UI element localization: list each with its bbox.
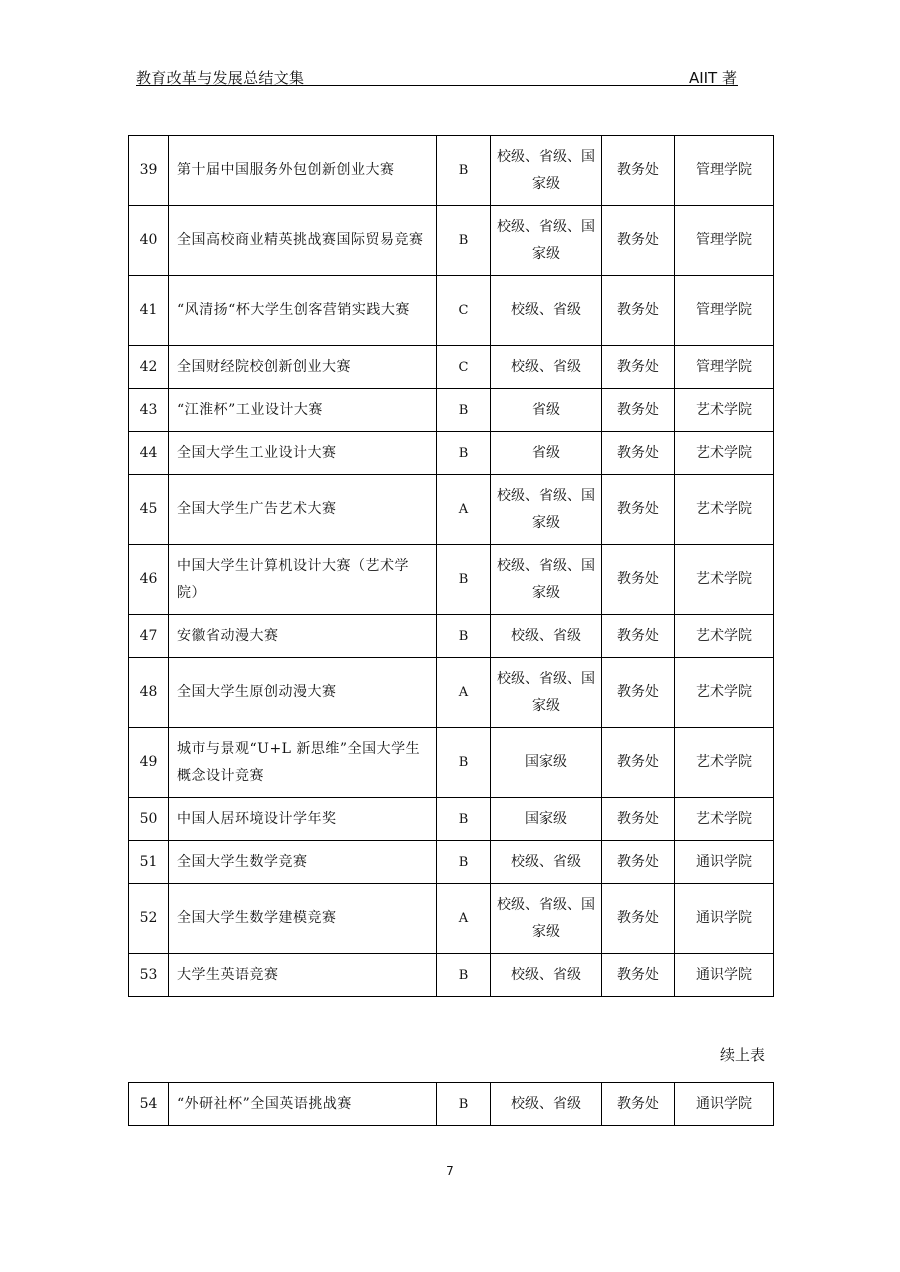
organizer-cell: 教务处 [602, 658, 675, 728]
table-row [129, 1083, 774, 1126]
organizer-cell: 教务处 [602, 475, 675, 545]
grade-cell: B [437, 389, 491, 432]
table-row [129, 432, 774, 475]
grade-cell: B [437, 615, 491, 658]
organizer-cell: 教务处 [602, 206, 675, 276]
table-row [129, 798, 774, 841]
organizer-cell: 教务处 [602, 545, 675, 615]
college-cell: 艺术学院 [675, 728, 774, 798]
grade-cell: B [437, 206, 491, 276]
grade-cell: B [437, 798, 491, 841]
competition-name-cell: 全国大学生原创动漫大赛 [169, 658, 437, 728]
grade-cell: B [437, 545, 491, 615]
organizer-cell: 教务处 [602, 389, 675, 432]
table-row [129, 475, 774, 545]
college-cell: 艺术学院 [675, 432, 774, 475]
college-cell: 艺术学院 [675, 615, 774, 658]
competition-table-body [129, 136, 774, 997]
grade-cell: B [437, 432, 491, 475]
table-row [129, 884, 774, 954]
college-cell: 通识学院 [675, 841, 774, 884]
row-number-cell: 54 [129, 1083, 169, 1126]
competition-name-cell: 中国大学生计算机设计大赛（艺术学院） [169, 545, 437, 615]
college-cell: 管理学院 [675, 206, 774, 276]
organizer-cell: 教务处 [602, 954, 675, 997]
grade-cell: A [437, 658, 491, 728]
row-number-cell: 47 [129, 615, 169, 658]
page-number: 7 [446, 1164, 454, 1178]
row-number-cell: 46 [129, 545, 169, 615]
level-cell: 校级、省级 [491, 276, 602, 346]
organizer-cell: 教务处 [602, 1083, 675, 1126]
organizer-cell: 教务处 [602, 884, 675, 954]
level-cell: 校级、省级 [491, 1083, 602, 1126]
college-cell: 通识学院 [675, 954, 774, 997]
competition-name-cell: “风清扬“杯大学生创客营销实践大赛 [169, 276, 437, 346]
level-cell: 校级、省级、国家级 [491, 475, 602, 545]
table-row [129, 615, 774, 658]
level-cell: 校级、省级、国家级 [491, 884, 602, 954]
grade-cell: C [437, 276, 491, 346]
table-row [129, 954, 774, 997]
continuation-label: 续上表 [719, 1046, 765, 1064]
row-number-cell: 49 [129, 728, 169, 798]
row-number-cell: 50 [129, 798, 169, 841]
level-cell: 国家级 [491, 798, 602, 841]
row-number-cell: 45 [129, 475, 169, 545]
row-number-cell: 39 [129, 136, 169, 206]
table-row [129, 545, 774, 615]
competition-name-cell: 安徽省动漫大赛 [169, 615, 437, 658]
organizer-cell: 教务处 [602, 841, 675, 884]
competition-table [128, 135, 774, 997]
competition-name-cell: “江淮杯”工业设计大赛 [169, 389, 437, 432]
college-cell: 管理学院 [675, 136, 774, 206]
level-cell: 校级、省级、国家级 [491, 136, 602, 206]
row-number-cell: 41 [129, 276, 169, 346]
competition-name-cell: 第十届中国服务外包创新创业大赛 [169, 136, 437, 206]
college-cell: 艺术学院 [675, 798, 774, 841]
competition-name-cell: 城市与景观“U+L 新思维”全国大学生概念设计竞赛 [169, 728, 437, 798]
organizer-cell: 教务处 [602, 798, 675, 841]
competition-name-cell: 全国大学生数学建模竞赛 [169, 884, 437, 954]
row-number-cell: 48 [129, 658, 169, 728]
table-row [129, 206, 774, 276]
level-cell: 国家级 [491, 728, 602, 798]
table-row [129, 276, 774, 346]
level-cell: 省级 [491, 432, 602, 475]
college-cell: 艺术学院 [675, 475, 774, 545]
grade-cell: C [437, 346, 491, 389]
grade-cell: A [437, 475, 491, 545]
table-row [129, 136, 774, 206]
level-cell: 省级 [491, 389, 602, 432]
document-header-title: 教育改革与发展总结文集 [136, 69, 305, 87]
organizer-cell: 教务处 [602, 728, 675, 798]
college-cell: 艺术学院 [675, 658, 774, 728]
table-row [129, 658, 774, 728]
grade-cell: A [437, 884, 491, 954]
row-number-cell: 52 [129, 884, 169, 954]
row-number-cell: 51 [129, 841, 169, 884]
competition-name-cell: 全国大学生广告艺术大赛 [169, 475, 437, 545]
table-row [129, 728, 774, 798]
competition-table-continued-body [129, 1083, 774, 1126]
grade-cell: B [437, 1083, 491, 1126]
organizer-cell: 教务处 [602, 615, 675, 658]
level-cell: 校级、省级、国家级 [491, 206, 602, 276]
level-cell: 校级、省级 [491, 841, 602, 884]
college-cell: 管理学院 [675, 346, 774, 389]
level-cell: 校级、省级 [491, 954, 602, 997]
grade-cell: B [437, 728, 491, 798]
competition-name-cell: 全国高校商业精英挑战赛国际贸易竞赛 [169, 206, 437, 276]
college-cell: 艺术学院 [675, 389, 774, 432]
row-number-cell: 53 [129, 954, 169, 997]
table-row [129, 841, 774, 884]
competition-name-cell: 全国大学生数学竞赛 [169, 841, 437, 884]
row-number-cell: 42 [129, 346, 169, 389]
college-cell: 通识学院 [675, 884, 774, 954]
row-number-cell: 43 [129, 389, 169, 432]
competition-name-cell: 中国人居环境设计学年奖 [169, 798, 437, 841]
grade-cell: B [437, 954, 491, 997]
grade-cell: B [437, 841, 491, 884]
organizer-cell: 教务处 [602, 346, 675, 389]
table-row [129, 389, 774, 432]
level-cell: 校级、省级 [491, 346, 602, 389]
row-number-cell: 40 [129, 206, 169, 276]
college-cell: 艺术学院 [675, 545, 774, 615]
competition-name-cell: “外研社杯”全国英语挑战赛 [169, 1083, 437, 1126]
header-divider [136, 85, 738, 86]
college-cell: 管理学院 [675, 276, 774, 346]
competition-name-cell: 大学生英语竞赛 [169, 954, 437, 997]
competition-name-cell: 全国财经院校创新创业大赛 [169, 346, 437, 389]
document-header-author: AIIT 著 [688, 69, 737, 87]
level-cell: 校级、省级、国家级 [491, 658, 602, 728]
row-number-cell: 44 [129, 432, 169, 475]
organizer-cell: 教务处 [602, 432, 675, 475]
level-cell: 校级、省级、国家级 [491, 545, 602, 615]
college-cell: 通识学院 [675, 1083, 774, 1126]
organizer-cell: 教务处 [602, 276, 675, 346]
competition-table-continued [128, 1082, 774, 1126]
level-cell: 校级、省级 [491, 615, 602, 658]
competition-name-cell: 全国大学生工业设计大赛 [169, 432, 437, 475]
organizer-cell: 教务处 [602, 136, 675, 206]
table-row [129, 346, 774, 389]
grade-cell: B [437, 136, 491, 206]
